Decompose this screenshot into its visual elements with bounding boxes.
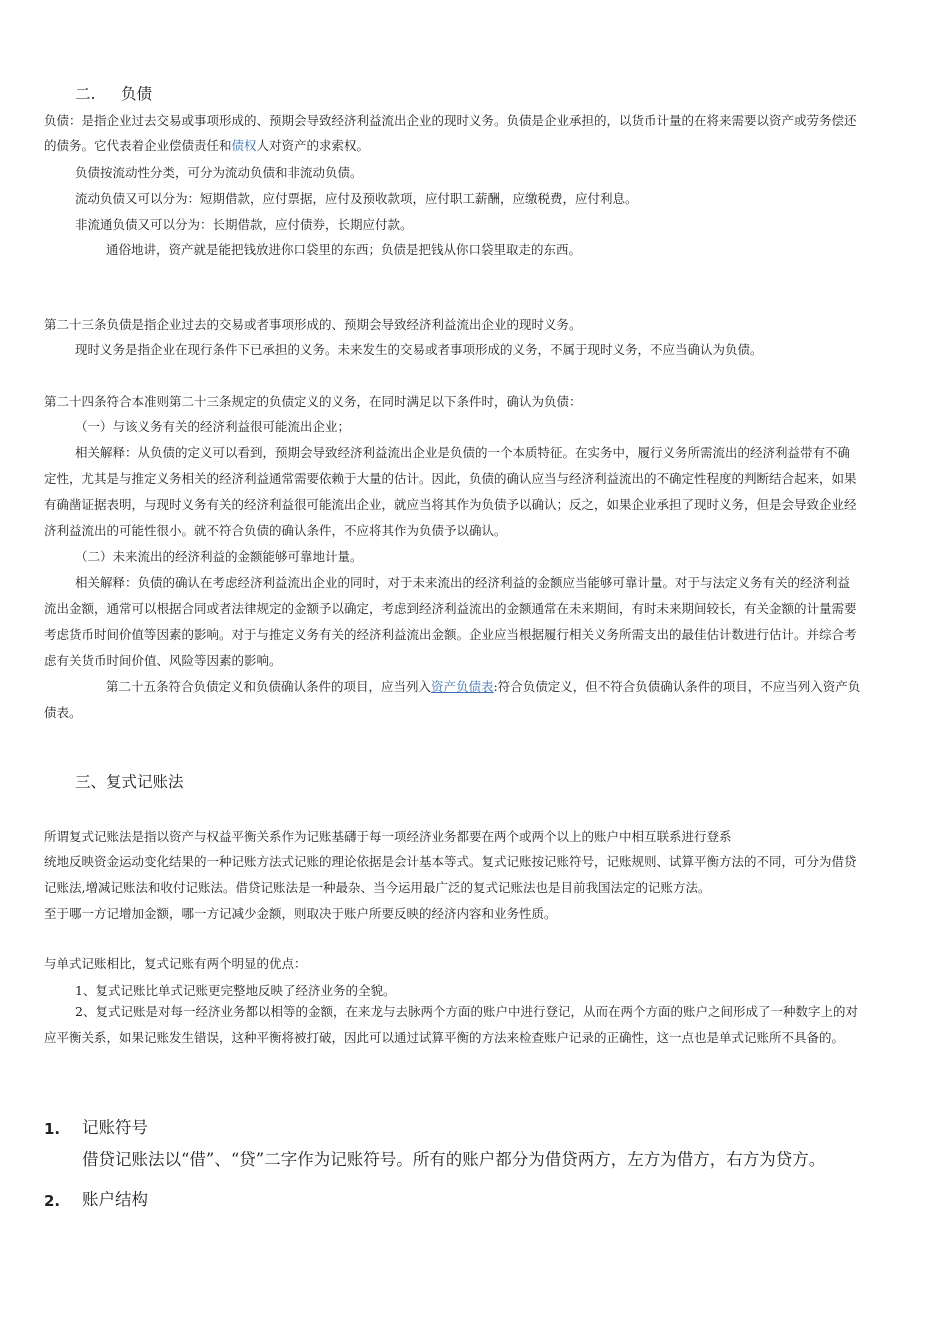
article-23-present-obligation: 现时义务是指企业在现行条件下已承担的义务。未来发生的交易或者事项形成的义务，不属于现时义务，不应当确认为负债。 (75, 342, 763, 357)
explanation-1-line-2: 定性，尤其是与推定义务相关的经济利益通常需要依赖于大量的估计。因此，负债的确认应当与经济利益流出的不确定性程度的判断结合起来，如果 (44, 471, 857, 486)
current-liabilities: 流动负债又可以分为：短期借款，应付票据，应付及预收款项，应付职工薪酬，应缴税费，应付利息。 (75, 191, 638, 206)
article-23-definition: 第二十三条负债是指企业过去的交易或者事项形成的、预期会导致经济利益流出企业的现时义务。 (44, 317, 582, 332)
section-2-number: 二. (75, 85, 96, 103)
liability-definition-line-2 (44, 137, 369, 155)
article-25-text-end: :符合负债定义，但不符合负债确认条件的项目，不应当列入资产负 (493, 679, 861, 694)
plain-explanation: 通俗地讲，资产就是能把钱放进你口袋里的东西；负债是把钱从你口袋里取走的东西。 (106, 242, 582, 257)
item-1-title: 记账符号 (82, 1118, 148, 1137)
article-25-line-2: 债表。 (44, 705, 82, 720)
double-entry-para-line-3: 记账法,增减记账法和收付记账法。借贷记账法是一种最杂、当今运用最广泛的复式记账法也是目前我国法定的记账方法。 (44, 880, 711, 895)
advantage-2-line-2: 应平衡关系，如果记账发生错误，这种平衡将被打破，因此可以通过试算平衡的方法来检查账户记录的正确性，这一点也是单式记账所不具备的。 (44, 1030, 845, 1045)
item-1-body: 借贷记账法以“借”、“贷”二字作为记账符号。所有的账户都分为借贷两方，左方为借方，右方为贷方。 (82, 1150, 826, 1169)
liability-classification: 负债按流动性分类，可分为流动负债和非流动负债。 (75, 165, 363, 180)
creditor-link[interactable]: 债权 (231, 138, 257, 153)
explanation-1-line-3: 有确凿证据表明，与现时义务有关的经济利益很可能流出企业，就应当将其作为负债予以确认；反之，如果企业承担了现时义务，但是会导致企业经 (44, 497, 857, 512)
double-entry-para-line-1: 所谓复式记账法是指以资产与权益平衡关系作为记账基礴于每一项经济业务都要在两个或两个以上的账户中相互联系进行登系 (44, 829, 732, 844)
article-25-text: 第二十五条符合负债定义和负债确认条件的项目，应当列入 (106, 679, 432, 694)
item-1-number: 1. (44, 1120, 61, 1138)
section-3-title: 三、复式记账法 (75, 773, 184, 791)
condition-1: （一）与该义务有关的经济利益很可能流出企业； (75, 419, 351, 434)
liability-definition-line-1: 负债：是指企业过去交易或事项形成的、预期会导致经济利益流出企业的现时义务。负债是企业承担的，以货币计量的在将来需要以资产或劳务偿还 (44, 113, 857, 128)
balance-sheet-link[interactable]: 资产负债表 (431, 679, 494, 694)
explanation-1-line-1: 相关解释：从负债的定义可以看到，预期会导致经济利益流出企业是负债的一个本质特征。在实务中，履行义务所需流出的经济利益带有不确 (75, 445, 851, 460)
advantage-1: 1、复式记账比单式记账更完整地反映了经济业务的全貌。 (75, 983, 396, 998)
explanation-1-line-4: 济利益流出的可能性很小。就不符合负债的确认条件，不应将其作为负债予以确认。 (44, 523, 507, 538)
condition-2: （二）未来流出的经济利益的金额能够可靠地计量。 (75, 549, 363, 564)
double-entry-para-line-4: 至于哪一方记增加金额，哪一方记减少金额，则取决于账户所要反映的经济内容和业务性质。 (44, 906, 557, 921)
explanation-2-line-3: 考虑货币时间价值等因素的影响。对于与推定义务有关的经济利益流出金额。企业应当根据履行相关义务所需支出的最佳估计数进行估计。并综合考 (44, 627, 857, 642)
explanation-2-line-4: 虑有关货币时间价值、风险等因素的影响。 (44, 653, 282, 668)
definition-text-end: 人对资产的求索权。 (256, 138, 370, 153)
definition-text: 的债务。它代表着企业偿债责任和 (44, 138, 232, 153)
advantage-2-line-1: 2、复式记账是对每一经济业务都以相等的金额，在来龙与去脉两个方面的账户中进行登记，从而在两个方面的账户之间形成了一种数字上的对 (75, 1004, 858, 1019)
advantages-intro: 与单式记账相比，复式记账有两个明显的优点： (44, 956, 307, 971)
item-2-title: 账户结构 (82, 1190, 148, 1209)
section-2-title: 负债 (121, 85, 153, 103)
noncurrent-liabilities: 非流通负债又可以分为：长期借款，应付债券，长期应付款。 (75, 217, 413, 232)
explanation-2-line-1: 相关解释：负债的确认在考虑经济利益流出企业的同时，对于未来流出的经济利益的金额应当能够可靠计量。对于与法定义务有关的经济利益 (75, 575, 851, 590)
article-24-intro: 第二十四条符合本准则第二十三条规定的负债定义的义务，在同时满足以下条件时，确认为负债： (44, 394, 582, 409)
double-entry-para-line-2: 统地反映资金运动变化结果的一种记账方法式记账的理论依据是会计基本等式。复式记账按记账符号，记账规则、试算平衡方法的不同，可分为借贷 (44, 854, 857, 869)
explanation-2-line-2: 流出金额，通常可以根据合同或者法律规定的金额予以确定，考虑到经济利益流出的金额通常在未来期间，有时未来期间较长，有关金额的计量需要 (44, 601, 857, 616)
article-25-line-1 (106, 678, 860, 696)
item-2-number: 2. (44, 1192, 61, 1210)
